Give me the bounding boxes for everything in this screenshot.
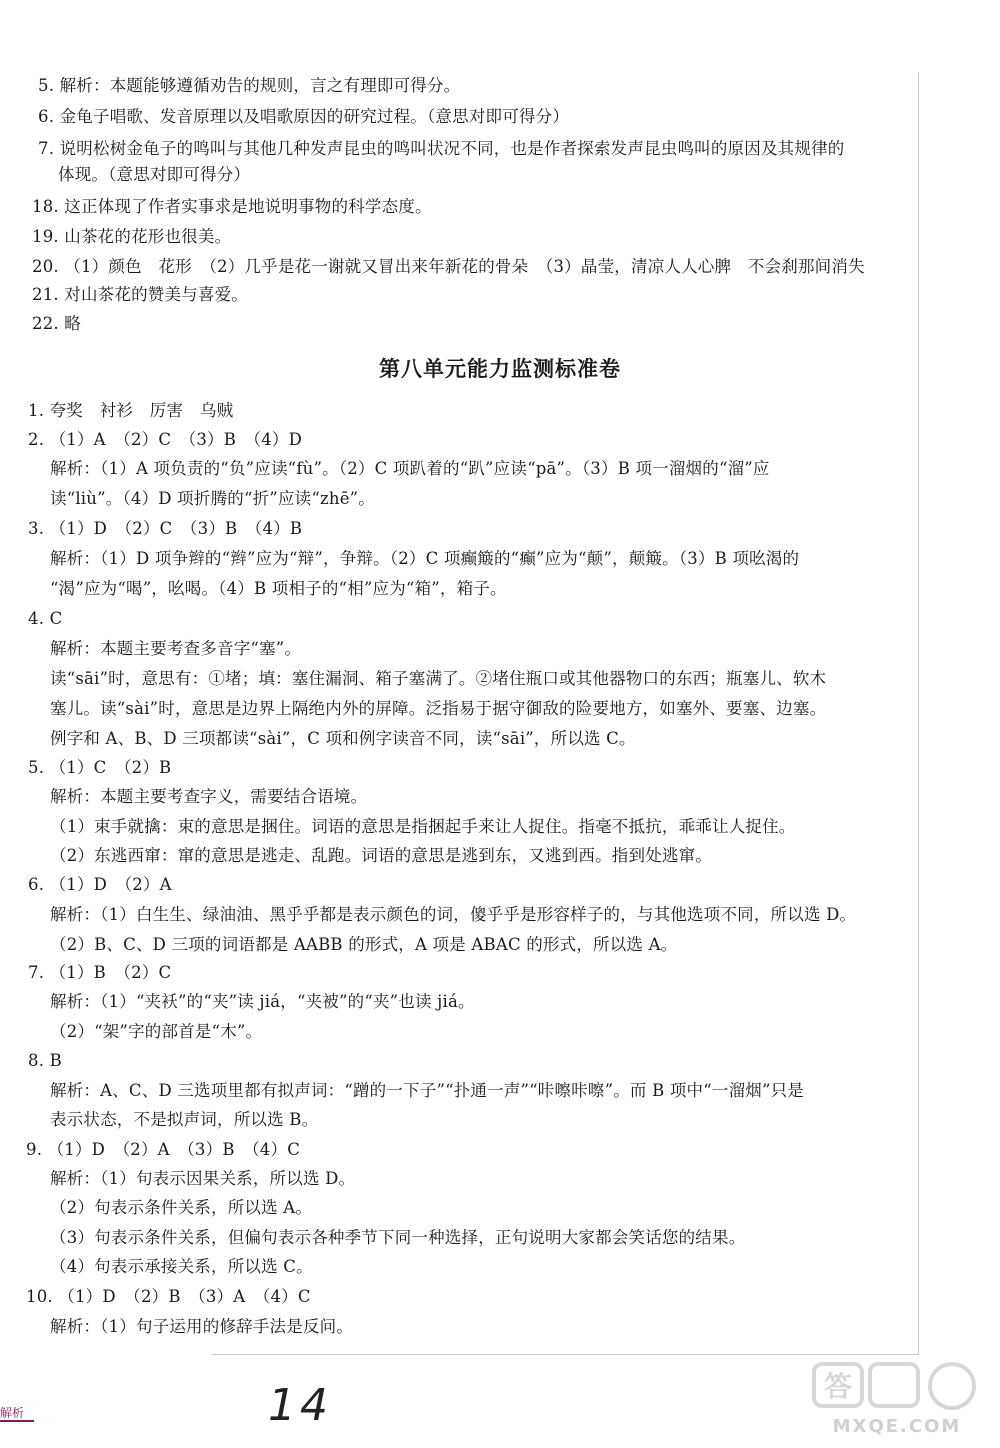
answer-line: 4. C: [28, 609, 63, 628]
footer-section-label: 解析: [0, 1406, 25, 1420]
answer-line: 表示状态，不是拟声词，所以选 B。: [50, 1110, 319, 1129]
answer-line: 解析：A、C、D 三选项里都有拟声词：“蹭的一下子”“扑通一声”“咔嚓咔嚓”。而 B 项中“一溜烟”只是: [50, 1081, 805, 1100]
answer-line: （1）束手就擒：束的意思是捆住。词语的意思是指捆起手来让人捉住。指毫不抵抗，乖乖让人捉住。: [50, 817, 796, 836]
svg-text:MXQE.COM: MXQE.COM: [832, 1416, 962, 1437]
answer-line: 10. （1）D （2）B （3）A （4）C: [26, 1287, 311, 1306]
answer-line: 例字和 A、B、D 三项都读“sài”，C 项和例字读音不同，读“sāi”，所以选 C。: [50, 729, 636, 748]
answer-line: （3）句表示条件关系，但偏句表示各种季节下同一种选择，正句说明大家都会笑话您的结果。: [50, 1228, 746, 1247]
handwritten-page-number: 14: [268, 1380, 332, 1431]
answer-line: 8. B: [28, 1051, 62, 1070]
watermark-logo: [812, 1360, 982, 1440]
answer-line: （2）东逃西窜：窜的意思是逃走、乱跑。词语的意思是逃到东，又逃到西。指到处逃窜。: [50, 846, 712, 865]
answer-line: 塞儿。读“sài”时，意思是边界上隔绝内外的屏障。泛指易于据守御敌的险要地方，如塞外、要塞、边塞。: [50, 699, 827, 718]
answer-line: 解析：（1）D 项争辫的“辫”应为“辩”，争辩。（2）C 项癫簸的“癫”应为“颠”，颠簸。（3）B 项吆渴的: [50, 549, 800, 568]
answer-line: 6. （1）D （2）A: [28, 875, 172, 894]
answer-line: 7. （1）B （2）C: [28, 963, 172, 982]
answer-line: 5. （1）C （2）B: [28, 758, 172, 777]
answer-line: 22. 略: [32, 314, 81, 333]
footer-divider: [0, 1420, 34, 1422]
answer-line: 读“sāi”时，意思有：①堵；填：塞住漏洞、箱子塞满了。②堵住瓶口或其他器物口的东西；瓶塞儿、软木: [50, 669, 827, 688]
answer-line: 解析：（1）句子运用的修辞手法是反问。: [50, 1317, 354, 1336]
answer-line: 19. 山茶花的花形也很美。: [32, 227, 232, 246]
answer-line: 18. 这正体现了作者实事求是地说明事物的科学态度。: [32, 197, 432, 216]
answer-line: 解析：（1）“夹袄”的“夹”读 jiá，“夹被”的“夹”也读 jiá。: [50, 992, 475, 1011]
answer-line: 解析：本题主要考查多音字“塞”。: [50, 639, 302, 658]
answer-line: “渴”应为“喝”，吆喝。（4）B 项相子的“相”应为“箱”，箱子。: [50, 579, 507, 598]
answer-line: 2. （1）A （2）C （3）B （4）D: [28, 430, 303, 449]
answer-line: 20. （1）颜色 花形 （2）几乎是花一谢就又冒出来年新花的骨朵 （3）晶莹，清凉人人心脾 不会刹那间消失: [32, 257, 865, 276]
answer-line: 6. 金龟子唱歌、发音原理以及唱歌原因的研究过程。（意思对即可得分）: [38, 107, 570, 126]
answer-line: 读“liù”。（4）D 项折腾的“折”应读“zhē”。: [50, 489, 375, 508]
answer-line: 21. 对山茶花的赞美与喜爱。: [32, 285, 248, 304]
answer-line: （4）句表示承接关系，所以选 C。: [50, 1257, 313, 1276]
answer-line: 体现。（意思对即可得分）: [58, 165, 251, 184]
answer-line: 解析：（1）句表示因果关系，所以选 D。: [50, 1169, 356, 1188]
svg-text:答: 答: [823, 1370, 853, 1403]
answer-line: 1. 夸奖 衬衫 厉害 乌贼: [28, 401, 234, 420]
answer-line: （2）句表示条件关系，所以选 A。: [50, 1198, 313, 1217]
section-title: 第八单元能力监测标准卷: [379, 357, 621, 381]
answer-line: 解析：（1）A 项负责的“负”应读“fù”。（2）C 项趴着的“趴”应读“pā”。（3）B 项一溜烟的“溜”应: [50, 459, 770, 478]
answer-line: 5. 解析：本题能够遵循劝告的规则，言之有理即可得分。: [38, 76, 461, 95]
answer-line: 解析：本题主要考查字义，需要结合语境。: [50, 787, 368, 806]
answer-line: （2）“架”字的部首是“木”。: [50, 1022, 263, 1041]
answer-line: 解析：（1）白生生、绿油油、黑乎乎都是表示颜色的词，傻乎乎是形容样子的，与其他选项不同，所以选 D。: [50, 905, 857, 924]
answer-line: 7. 说明松树金龟子的鸣叫与其他几种发声昆虫的鸣叫状况不同，也是作者探索发声昆虫鸣叫的原因及其规律的: [38, 139, 845, 158]
answer-line: 9. （1）D （2）A （3）B （4）C: [26, 1140, 301, 1159]
answer-line: 3. （1）D （2）C （3）B （4）B: [28, 519, 303, 538]
answer-line: （2）B、C、D 三项的词语都是 AABB 的形式，A 项是 ABAC 的形式，所以选 A。: [50, 935, 678, 954]
